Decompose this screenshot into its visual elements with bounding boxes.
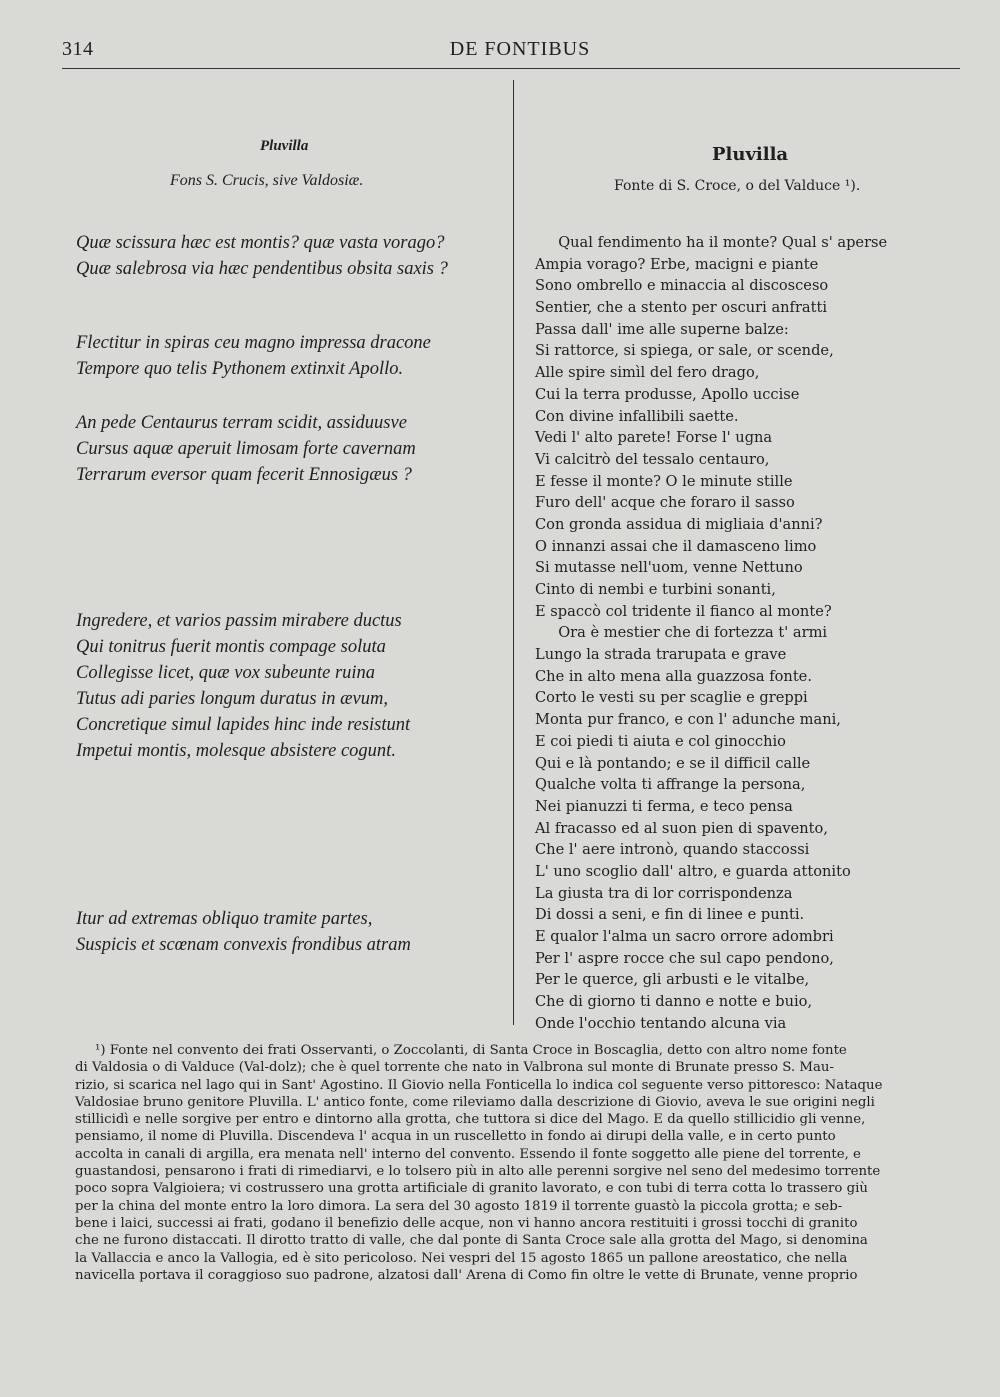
footnote-line: accolta in canali di argilla, era menata nell' interno del convento. Essendo il fonte soggetto alle piene del torrente, e [75,1146,861,1162]
verse-line: Di dossi a seni, e fin di linee e punti. [535,906,805,924]
verse-line: E coi piedi ti aiuta e col ginocchio [535,732,786,750]
verse-line: Ingredere, et varios passim mirabere ductus [76,611,402,631]
verse-line: An pede Centaurus terram scidit, assiduusve [76,413,407,433]
latin-title: Pluvilla [260,138,309,154]
verse-line: Vedi l' alto parete! Forse l' ugna [535,429,773,447]
verse-line: Quæ salebrosa via hæc pendentibus obsita saxis ? [76,259,448,279]
verse-line: Sono ombrello e minaccia al discosceso [535,277,829,295]
footnote-line: che ne furono distaccati. Il dirotto tratto di valle, che dal ponte di Santa Croce sale alla grotta del Mago, si denomina [75,1233,868,1249]
verse-line: L' uno scoglio dall' altro, e guarda attonito [535,862,851,880]
footnote-line: stillicidì e nelle sorgive per entro e dintorno alla grotta, che tuttora si dice del Mago. E da quello stillicidio gli venne, [75,1112,866,1128]
verse-line: Furo dell' acque che foraro il sasso [535,494,795,512]
verse-line: Collegisse licet, quæ vox subeunte ruina [76,663,376,683]
footnote-line: per la china del monte entro la loro dimora. La sera del 30 agosto 1819 il torrente guastò la piccola grotta; e seb- [75,1198,843,1214]
verse-line: Passa dall' ime alle superne balze: [535,320,789,338]
verse-line: Cursus aquæ aperuit limosam forte cavernam [76,439,416,459]
italian-subtitle: Fonte di S. Croce, o del Valduce ¹). [614,178,861,194]
verse-line: Tutus adi paries longum duratus in ævum, [76,689,388,709]
verse-line: Quæ scissura hæc est montis? quæ vasta vorago? [76,233,445,253]
footnote-line: poco sopra Valgioiera; vi costrussero una grotta artificiale di granito lavorato, e con tubi di terra cotta lo trassero giù [75,1181,868,1197]
footnote-line: la Vallaccia e anco la Vallogia, ed è sito pericoloso. Nei vespri del 15 agosto 1865 un pallone areostatico, che nella [75,1250,848,1266]
verse-line: Corto le vesti su per scaglie e greppi [535,689,808,707]
italian-title: Pluvilla [712,144,789,165]
latin-stanza-1 [76,230,448,282]
verse-line: O innanzi assai che il damasceno limo [535,537,817,555]
latin-stanza-4 [76,608,410,764]
verse-line: Onde l'occhio tentando alcuna via [535,1014,787,1032]
header-rule [62,68,960,69]
verse-line: Monta pur franco, e con l' adunche mani, [535,711,841,729]
verse-line: Alle spire simìl del fero drago, [535,364,760,382]
latin-subtitle: Fons S. Crucis, sive Valdosiæ. [170,172,364,189]
verse-line: Che l' aere intronò, quando staccossi [535,841,810,859]
footnote-line: Valdosiae bruno genitore Pluvilla. L' antico fonte, come rileviamo dalla descrizione di Giovio, aveva le sue origini negli [75,1094,875,1110]
verse-line: Che di giorno ti danno e notte e buio, [535,993,813,1011]
verse-line: Ora è mestier che di fortezza t' armi [535,624,828,642]
verse-line: Cui la terra produsse, Apollo uccise [535,385,800,403]
verse-line: Per le querce, gli arbusti e le vitalbe, [535,971,810,989]
footnote-line: bene i laici, successi ai frati, godano il benefizio delle acque, non vi hanno ancora restituiti i grossi tocchi di granito [75,1215,858,1231]
verse-line: Per l' aspre rocce che sul capo pendono, [535,949,834,967]
verse-line: Impetui montis, molesque absistere cogunt. [76,741,396,761]
footnote-line: rizio, si scarica nel lago qui in Sant' Agostino. Il Giovio nella Fonticella lo indica col seguente verso pittoresco: Nataque [75,1077,883,1093]
verse-line: Concretique simul lapides hinc inde resistunt [76,715,411,735]
verse-line: E fesse il monte? O le minute stille [535,472,793,490]
verse-line: Al fracasso ed al suon pien di spavento, [535,819,828,837]
verse-line: E qualor l'alma un sacro orrore adombri [535,928,834,945]
verse-line: Con gronda assidua di migliaia d'anni? [535,515,823,533]
verse-line: Suspicis et scœnam convexis frondibus atram [76,935,411,955]
verse-line: Con divine infallibili saette. [535,407,739,425]
verse-line: Lungo la strada trarupata e grave [535,646,787,664]
verse-line: Vi calcitrò del tessalo centauro, [535,450,770,468]
verse-line: Si rattorce, si spiega, or sale, or scende, [535,342,834,360]
footnote-line: navicella portava il coraggioso suo padrone, alzatosi dall' Arena di Como fin oltre le vette di Brunate, venne proprio [75,1267,858,1283]
verse-line: Nei pianuzzi ti ferma, e teco pensa [535,797,793,815]
verse-line: Qualche volta ti affrange la persona, [535,776,806,794]
verse-line: La giusta tra di lor corrispondenza [535,884,793,902]
running-title: DE FONTIBUS [449,38,591,60]
italian-poem [535,232,955,1034]
verse-line: Qual fendimento ha il monte? Qual s' aperse [535,234,888,251]
verse-line: Cinto di nembi e turbini sonanti, [535,581,776,598]
verse-line: E spaccò col tridente il fianco al monte? [535,602,832,620]
latin-stanza-5 [76,906,411,958]
latin-stanza-3 [76,410,416,488]
verse-line: Qui e là pontando; e se il difficil calle [535,754,811,772]
column-divider [513,80,514,1025]
verse-line: Sentier, che a stento per oscuri anfratti [535,299,828,317]
verse-line: Qui tonitrus fuerit montis compage soluta [76,637,386,657]
verse-line: Tempore quo telis Pythonem extinxit Apollo. [76,359,404,379]
verse-line: Itur ad extremas obliquo tramite partes, [76,909,373,929]
footnote-line: di Valdosia o di Valduce (Val-dolz); che è quel torrente che nato in Valbrona sul monte di Brunate presso S. Mau- [75,1060,834,1076]
verse-line: Che in alto mena alla guazzosa fonte. [535,667,812,685]
page-number: 314 [62,38,94,60]
footnote [75,1042,953,1284]
verse-line: Flectitur in spiras ceu magno impressa dracone [76,333,431,353]
verse-line: Ampia vorago? Erbe, macigni e piante [535,255,819,273]
latin-stanza-2 [76,330,431,382]
verse-line: Si mutasse nell'uom, venne Nettuno [535,559,803,577]
verse-line: Terrarum eversor quam fecerit Ennosigæus ? [76,465,412,485]
footnote-line: guastandosi, pensarono i frati di rimediarvi, e lo tolsero più in alto alle perenni sorgive nel seno del medesimo torrente [75,1164,881,1180]
footnote-line: ¹) Fonte nel convento dei frati Osservanti, o Zoccolanti, di Santa Croce in Boscaglia, detto con altro nome fonte [95,1043,847,1058]
footnote-line: pensiamo, il nome di Pluvilla. Discendeva l' acqua in un ruscelletto in fondo ai dirupi della valle, e in certo punto [75,1129,836,1145]
